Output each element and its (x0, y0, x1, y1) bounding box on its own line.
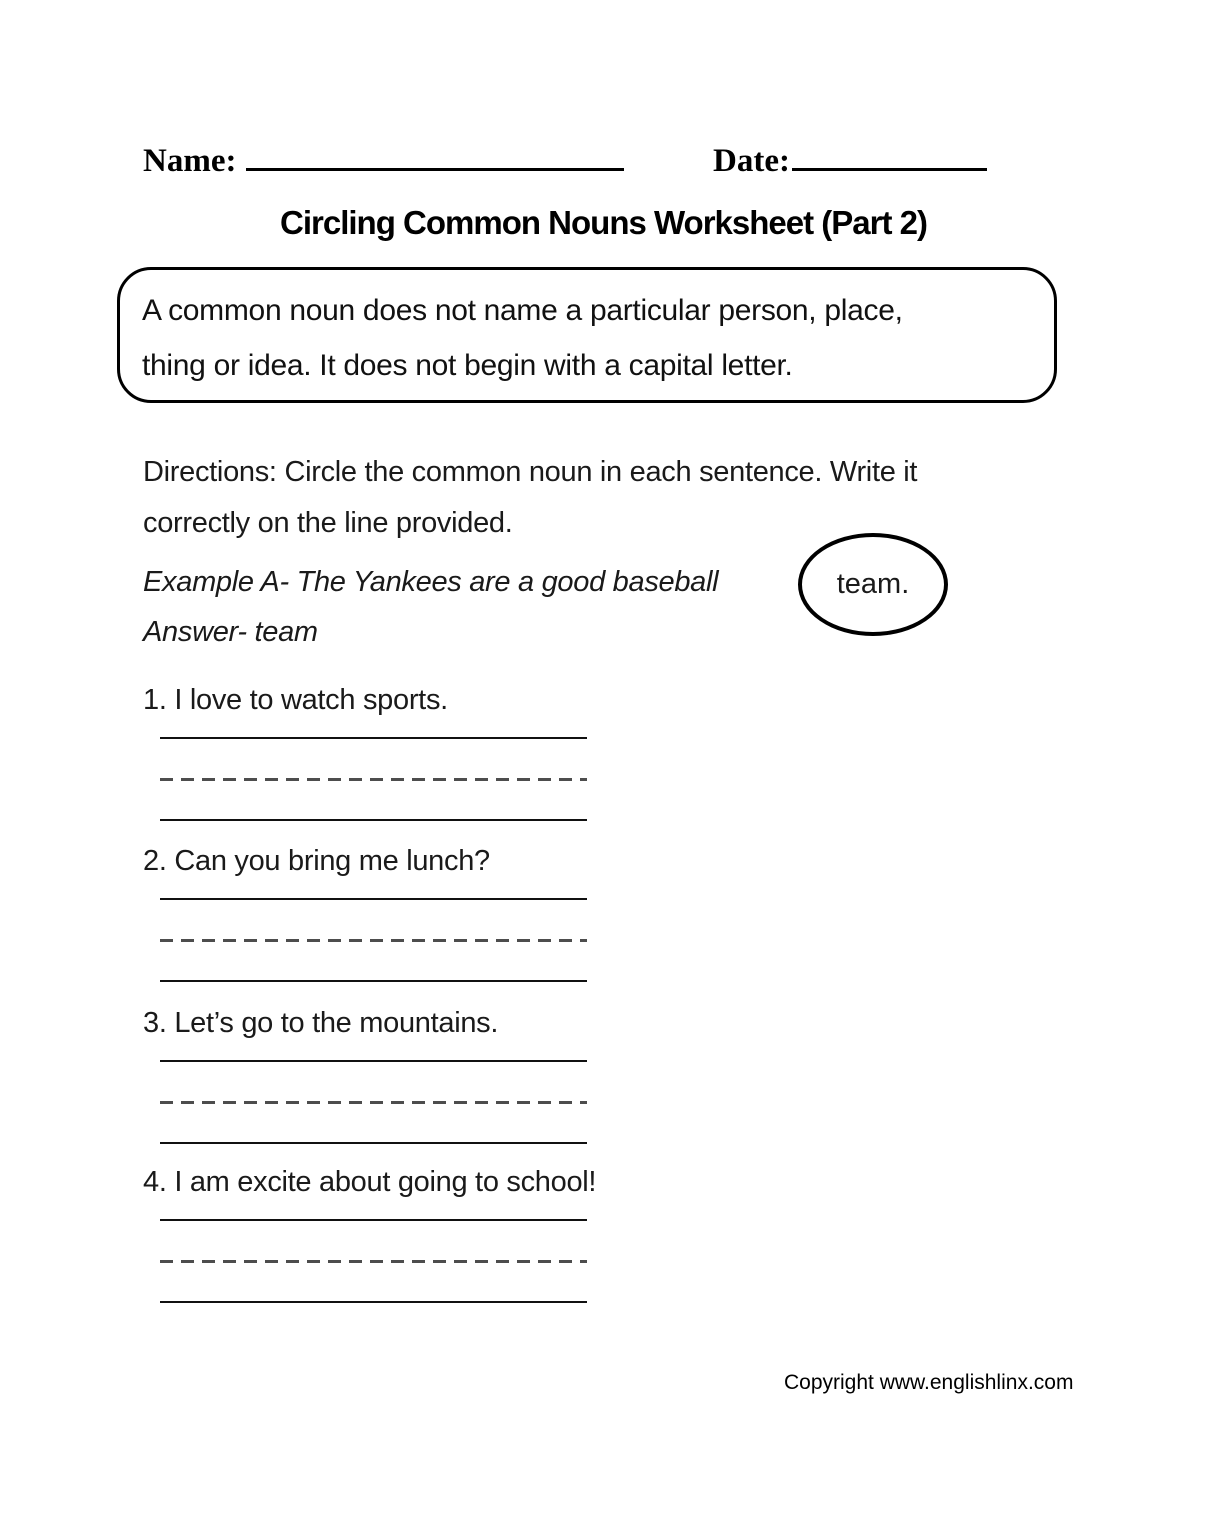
question-4-text: 4. I am excite about going to school! (143, 1166, 597, 1198)
directions-line-1: Directions: Circle the common noun in each sentence. Write it (143, 456, 918, 488)
name-field (143, 138, 624, 180)
question-4-answer-line-top (160, 1219, 587, 1221)
question-3-answer-line-dashed (160, 1101, 587, 1104)
question-3-text: 3. Let’s go to the mountains. (143, 1007, 499, 1039)
question-1-text: 1. I love to watch sports. (143, 684, 448, 716)
name-blank-line (246, 138, 624, 171)
question-1-answer-line-top (160, 737, 587, 739)
question-2-answer-line-top (160, 898, 587, 900)
date-field (713, 138, 987, 180)
question-4-answer-line-dashed (160, 1260, 587, 1263)
circled-answer (798, 533, 948, 636)
question-2 (143, 844, 843, 982)
circled-word: team. (836, 568, 910, 600)
question-3-answer-line-bottom (160, 1142, 587, 1144)
question-4-answer-line-bottom (160, 1301, 587, 1303)
directions-line-2: correctly on the line provided. (143, 507, 513, 539)
directions-text (143, 447, 917, 549)
question-1 (143, 683, 843, 821)
question-2-answer-line-dashed (160, 939, 587, 942)
definition-line-1: A common noun does not name a particular person, place, (142, 294, 903, 327)
question-3-answer-line-top (160, 1060, 587, 1062)
question-1-answer-line-dashed (160, 778, 587, 781)
question-2-text: 2. Can you bring me lunch? (143, 845, 490, 877)
question-3 (143, 1006, 843, 1144)
question-4 (143, 1165, 843, 1303)
example-sentence: Example A- The Yankees are a good baseball (143, 566, 719, 598)
date-blank-line (792, 138, 987, 171)
question-2-answer-line-bottom (160, 980, 587, 982)
date-label: Date: (713, 143, 790, 179)
copyright-text: Copyright www.englishlinx.com (784, 1371, 1074, 1394)
definition-line-2: thing or idea. It does not begin with a capital letter. (142, 349, 793, 382)
name-label: Name: (143, 143, 237, 179)
question-1-answer-line-bottom (160, 819, 587, 821)
example-answer: Answer- team (143, 616, 318, 648)
worksheet-title: Circling Common Nouns Worksheet (Part 2) (280, 204, 927, 241)
definition-box (117, 267, 1057, 403)
